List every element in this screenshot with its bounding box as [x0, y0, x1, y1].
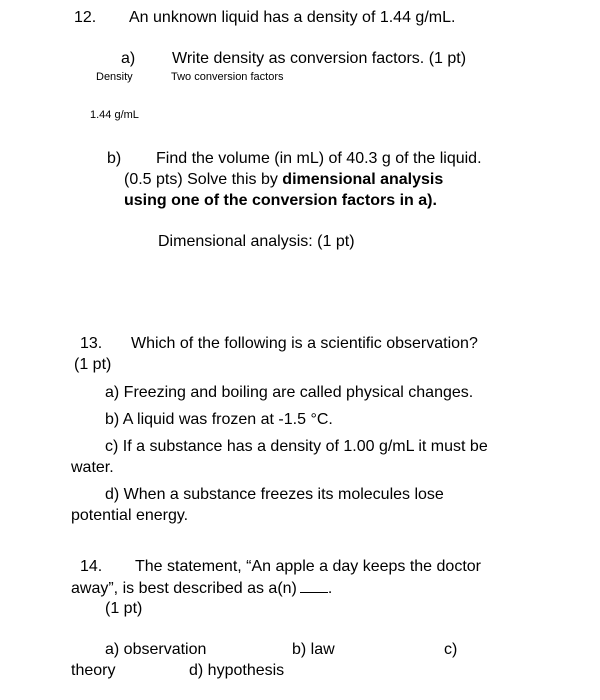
q14-option-c-label: c) — [444, 641, 458, 658]
q12-prompt: An unknown liquid has a density of 1.44 g/mL. — [129, 9, 456, 26]
q14-points: (1 pt) — [105, 600, 143, 617]
q13-number: 13. — [80, 335, 103, 352]
q12b-label: b) — [107, 150, 122, 167]
q13-option-d-line2: potential energy. — [71, 507, 189, 524]
q12b-dimensional-label: Dimensional analysis: (1 pt) — [158, 233, 355, 250]
q13-option-c-line1: c) If a substance has a density of 1.00 g/mL it must be — [105, 438, 488, 455]
q13-points: (1 pt) — [74, 356, 112, 373]
q13-prompt: Which of the following is a scientific observation? — [131, 335, 478, 352]
q13-option-b: b) A liquid was frozen at -1.5 °C. — [105, 411, 333, 428]
q14-prompt-line2-text: away”, is best described as a(n) — [71, 580, 297, 597]
q12b-line3: using one of the conversion factors in a). — [124, 192, 437, 209]
q12b-line2-prefix: (0.5 pts) Solve this by — [124, 171, 283, 188]
q12a-sub-label: Two conversion factors — [171, 71, 284, 83]
q12-number: 12. — [74, 9, 97, 26]
q14-option-b: b) law — [292, 641, 335, 658]
q12a-label: a) — [121, 50, 136, 67]
q13-option-d-line1: d) When a substance freezes its molecules lose — [105, 486, 444, 503]
q14-prompt-end: . — [327, 580, 333, 597]
q14-option-a: a) observation — [105, 641, 207, 658]
q12b-line2 — [124, 170, 443, 190]
q14-option-c-text: theory — [71, 662, 116, 679]
q12b-line2-bold: dimensional analysis — [282, 171, 444, 188]
q12a-text: Write density as conversion factors. (1 pt) — [172, 50, 467, 67]
q14-prompt-line2 — [71, 578, 332, 599]
answer-blank — [300, 578, 328, 593]
q13-option-c-line2: water. — [71, 459, 114, 476]
q12a-density-value: 1.44 g/mL — [90, 109, 139, 121]
q14-number: 14. — [80, 558, 103, 575]
q14-option-d: d) hypothesis — [189, 662, 285, 679]
q12a-density-label: Density — [96, 71, 133, 83]
q14-prompt-line1: The statement, “An apple a day keeps the doctor — [135, 558, 481, 575]
q13-option-a: a) Freezing and boiling are called physical changes. — [105, 384, 474, 401]
q12b-line1: Find the volume (in mL) of 40.3 g of the liquid. — [156, 150, 482, 167]
